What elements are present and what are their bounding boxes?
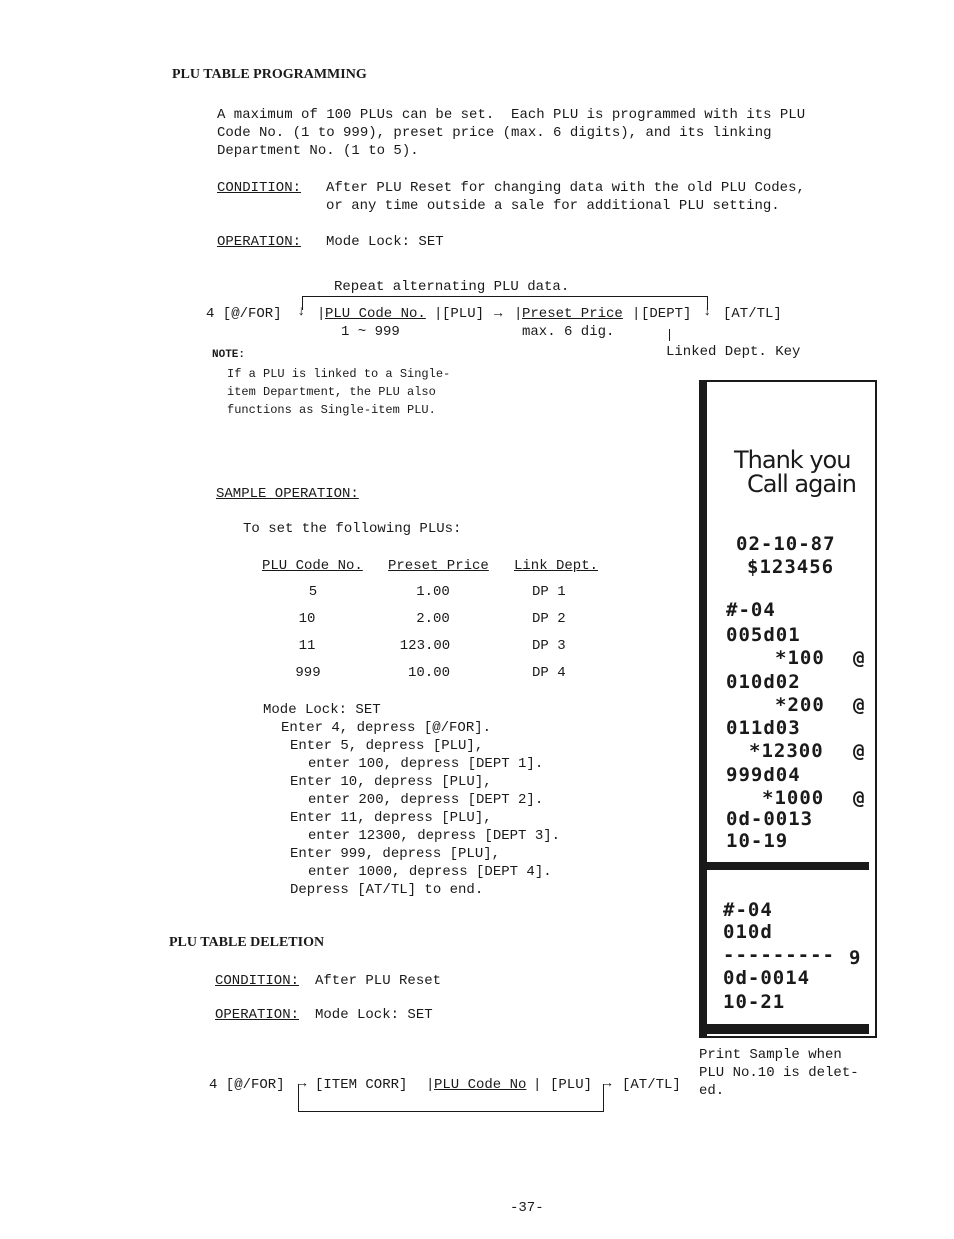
receipt-cut-band bbox=[707, 862, 869, 870]
linked-dept-pointer bbox=[669, 329, 670, 341]
receipt-at-mark: @ bbox=[853, 694, 866, 716]
note-label: NOTE: bbox=[212, 349, 246, 361]
table-header-preset-price: Preset Price bbox=[388, 558, 489, 574]
diagram-preset-price: Preset Price bbox=[522, 306, 623, 322]
receipt-line: 0d-0013 bbox=[726, 808, 814, 830]
caption-line-1: Print Sample when bbox=[699, 1047, 842, 1063]
receipt-bottom-band bbox=[707, 1024, 869, 1034]
del-condition-text: After PLU Reset bbox=[315, 973, 442, 989]
arrow-right-icon: → bbox=[298, 1076, 307, 1092]
step-line: Mode Lock: SET bbox=[263, 702, 381, 718]
section-heading-programming: PLU TABLE PROGRAMMING bbox=[172, 67, 367, 82]
sample-label: SAMPLE OPERATION: bbox=[216, 486, 359, 502]
del-bar-2: | bbox=[533, 1077, 542, 1093]
step-line: Enter 999, depress [PLU], bbox=[290, 846, 501, 862]
step-line: enter 1000, depress [DEPT 4]. bbox=[308, 864, 552, 880]
del-plu-key: [PLU] bbox=[550, 1077, 593, 1093]
receipt-line: #-04 bbox=[723, 899, 773, 921]
table-header-link-dept: Link Dept. bbox=[514, 558, 599, 574]
diagram-bar-3: | bbox=[514, 306, 523, 322]
condition-text-2: or any time outside a sale for additional PLU setting. bbox=[326, 198, 780, 214]
del-item-corr-key: [ITEM CORR] bbox=[315, 1077, 408, 1093]
diagram-plu-code: PLU Code No. bbox=[325, 306, 426, 322]
del-start-key: 4 [@/FOR] bbox=[209, 1077, 285, 1093]
diagram-bar-1: | bbox=[317, 306, 326, 322]
section-heading-deletion: PLU TABLE DELETION bbox=[169, 935, 325, 950]
receipt-line: 005d01 bbox=[726, 624, 801, 646]
condition-text-1: After PLU Reset for changing data with the old PLU Codes, bbox=[326, 180, 805, 196]
table-cell: DP 2 bbox=[532, 611, 566, 627]
caption-line-3: ed. bbox=[699, 1083, 725, 1099]
receipt-at-mark: @ bbox=[853, 740, 866, 762]
receipt-line: --------- bbox=[723, 944, 835, 966]
receipt-line: *200 bbox=[775, 694, 825, 716]
diagram-start-key: 4 [@/FOR] bbox=[206, 306, 282, 322]
receipt-date: 02-10-87 bbox=[736, 533, 836, 555]
repeat-label: Repeat alternating PLU data. bbox=[334, 279, 570, 295]
operation-text: Mode Lock: SET bbox=[326, 234, 444, 250]
diagram-bar-4: | bbox=[632, 306, 641, 322]
step-line: Enter 5, depress [PLU], bbox=[290, 738, 484, 754]
operation-label: OPERATION: bbox=[217, 234, 302, 250]
receipt-thank-you: Thank you bbox=[734, 446, 851, 474]
table-header-plu-code: PLU Code No. bbox=[262, 558, 363, 574]
del-operation-text: Mode Lock: SET bbox=[315, 1007, 433, 1023]
diagram-dept-key: [DEPT] bbox=[641, 306, 692, 322]
receipt-line: *100 bbox=[775, 647, 825, 669]
receipt-line: *12300 bbox=[749, 740, 824, 762]
step-line: Depress [AT/TL] to end. bbox=[290, 882, 484, 898]
table-cell: 10 bbox=[298, 611, 316, 627]
diagram-end-key: [AT/TL] bbox=[723, 306, 782, 322]
diagram-plu-key: [PLU] bbox=[442, 306, 485, 322]
receipt-line: 999d04 bbox=[726, 764, 801, 786]
receipt-at-mark: @ bbox=[853, 647, 866, 669]
receipt-at-mark: @ bbox=[853, 787, 866, 809]
diagram-bar-2: | bbox=[434, 306, 443, 322]
arrow-icon: ↓ bbox=[703, 304, 712, 320]
note-line-1: If a PLU is linked to a Single- bbox=[227, 367, 451, 381]
del-condition-label: CONDITION: bbox=[215, 973, 300, 989]
del-operation-label: OPERATION: bbox=[215, 1007, 300, 1023]
del-bar-1: | bbox=[426, 1077, 435, 1093]
receipt-line: #-04 bbox=[726, 599, 776, 621]
receipt-line: 9 bbox=[849, 947, 862, 969]
receipt-store-number: $123456 bbox=[747, 556, 835, 578]
table-cell: 999 bbox=[295, 665, 321, 681]
step-line: Enter 11, depress [PLU], bbox=[290, 810, 492, 826]
step-line: enter 100, depress [DEPT 1]. bbox=[308, 756, 544, 772]
table-cell: 10.00 bbox=[407, 665, 450, 681]
receipt-line: 010d02 bbox=[726, 671, 801, 693]
intro-line-2: Code No. (1 to 999), preset price (max. 6 digits), and its linking bbox=[217, 125, 772, 141]
del-plu-code: PLU Code No bbox=[434, 1077, 527, 1093]
receipt-line: 011d03 bbox=[726, 717, 801, 739]
table-cell: 2.00 bbox=[416, 611, 450, 627]
arrow-icon: ↓ bbox=[297, 304, 306, 320]
note-line-2: item Department, the PLU also bbox=[227, 385, 436, 399]
step-line: enter 200, depress [DEPT 2]. bbox=[308, 792, 544, 808]
table-cell: DP 3 bbox=[532, 638, 566, 654]
caption-line-2: PLU No.10 is delet- bbox=[699, 1065, 859, 1081]
arrow-right-icon: → bbox=[494, 306, 503, 322]
sample-intro: To set the following PLUs: bbox=[243, 521, 462, 537]
loop-line-bottom bbox=[298, 1111, 604, 1112]
del-end-key: [AT/TL] bbox=[622, 1077, 681, 1093]
receipt-print-sample bbox=[699, 380, 877, 1038]
diagram-range: 1 ~ 999 bbox=[341, 324, 400, 340]
receipt-call-again: Call again bbox=[747, 470, 856, 498]
arrow-right-icon: → bbox=[603, 1076, 612, 1092]
receipt-line: 10-19 bbox=[726, 830, 789, 852]
table-cell: DP 4 bbox=[532, 665, 566, 681]
step-line: Enter 4, depress [@/FOR]. bbox=[281, 720, 492, 736]
intro-line-1: A maximum of 100 PLUs can be set. Each PLU is programmed with its PLU bbox=[217, 107, 806, 123]
table-cell: 5 bbox=[308, 584, 318, 600]
intro-line-3: Department No. (1 to 5). bbox=[217, 143, 419, 159]
repeat-line bbox=[302, 296, 708, 297]
page-number: -37- bbox=[510, 1200, 544, 1216]
table-cell: 11 bbox=[298, 638, 316, 654]
note-line-3: functions as Single-item PLU. bbox=[227, 403, 436, 417]
table-cell: DP 1 bbox=[532, 584, 566, 600]
table-cell: 1.00 bbox=[416, 584, 450, 600]
receipt-line: 10-21 bbox=[723, 991, 786, 1013]
step-line: Enter 10, depress [PLU], bbox=[290, 774, 492, 790]
receipt-line: 010d bbox=[723, 921, 773, 943]
diagram-max-digits: max. 6 dig. bbox=[522, 324, 615, 340]
diagram-linked-dept: Linked Dept. Key bbox=[666, 344, 801, 360]
table-cell: 123.00 bbox=[399, 638, 451, 654]
receipt-line: *1000 bbox=[762, 787, 825, 809]
step-line: enter 12300, depress [DEPT 3]. bbox=[308, 828, 561, 844]
receipt-line: 0d-0014 bbox=[723, 967, 811, 989]
condition-label: CONDITION: bbox=[217, 180, 302, 196]
